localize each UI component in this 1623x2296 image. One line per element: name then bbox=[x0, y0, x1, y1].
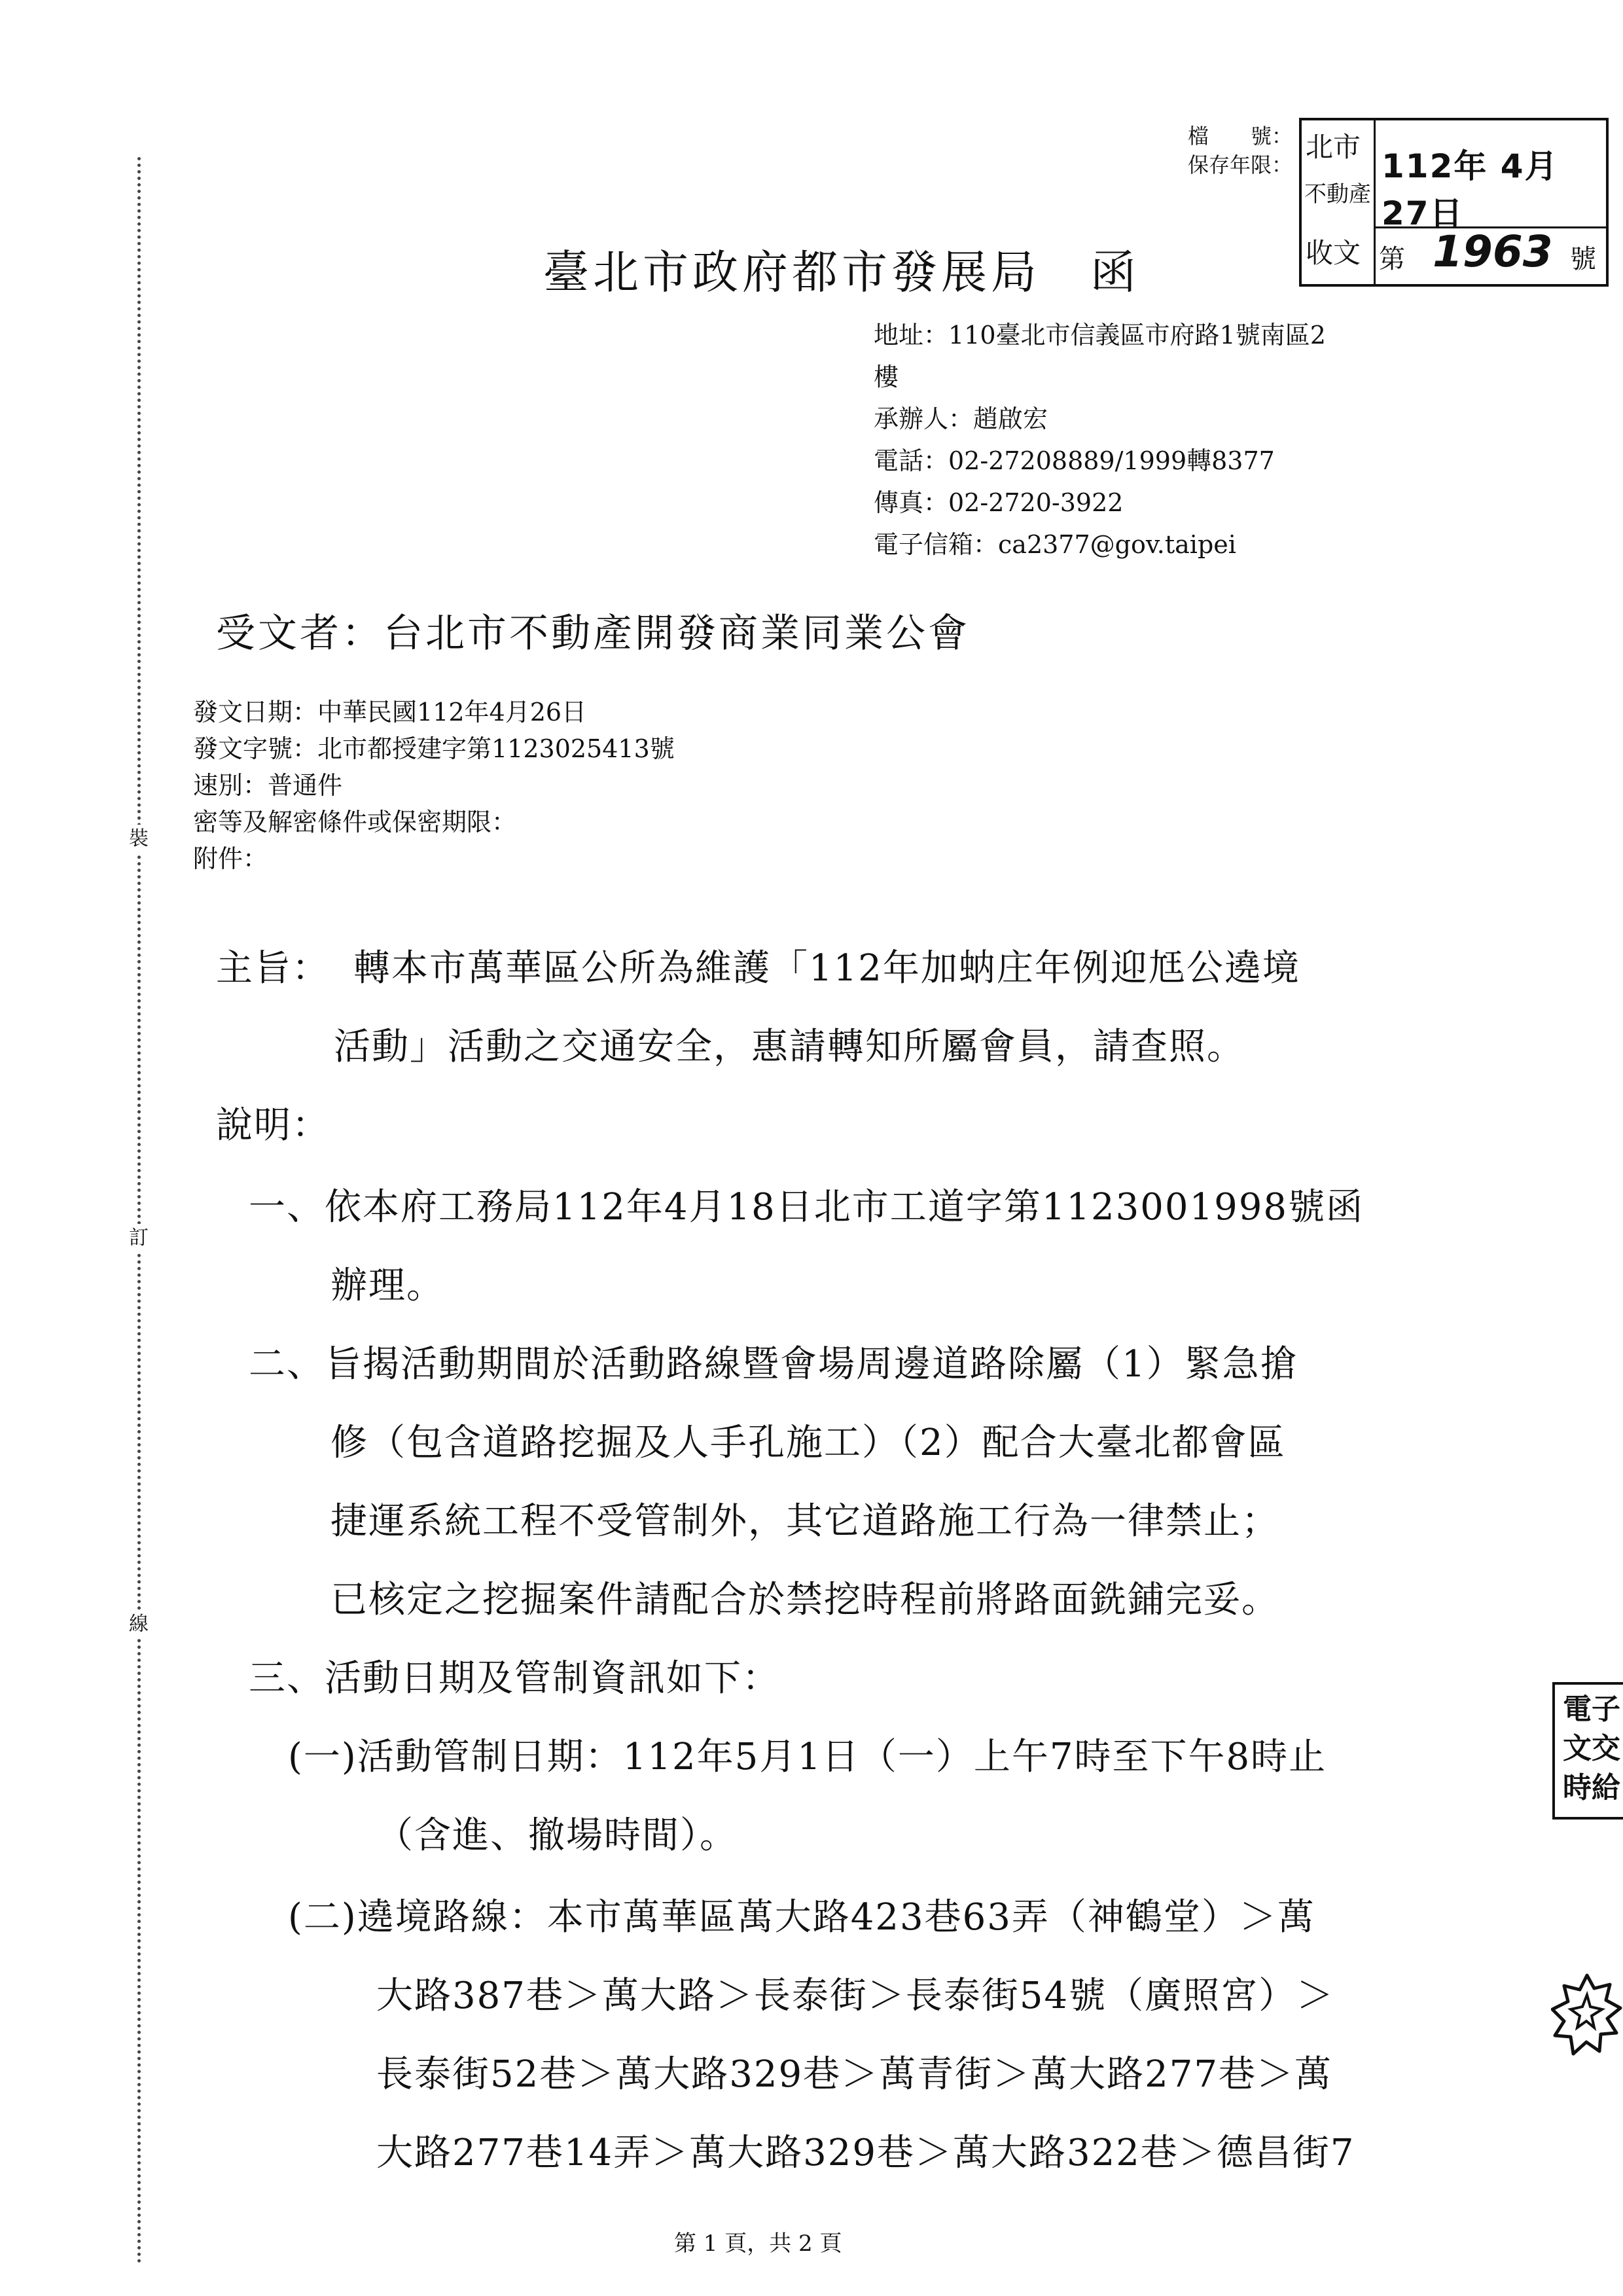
binding-char-ding: 訂 bbox=[124, 1224, 153, 1253]
attachment: 附件： bbox=[193, 844, 268, 873]
contact-address-1: 地址：110臺北市信義區市府路1號南區2 bbox=[874, 321, 1326, 350]
item-1-line-2: 辦理。 bbox=[330, 1265, 444, 1307]
stamp-no-value: 1963 bbox=[1433, 226, 1553, 277]
item-3-line-1: 三、活動日期及管制資訊如下： bbox=[249, 1657, 780, 1700]
stamp-no-suffix: 號 bbox=[1570, 244, 1596, 274]
file-info bbox=[1165, 122, 1293, 179]
secrecy-level: 密等及解密條件或保密期限： bbox=[193, 808, 517, 836]
document-meta bbox=[193, 694, 675, 877]
item-1-line-1: 一、依本府工務局112年4月18日北市工道字第1123001998號函 bbox=[249, 1186, 1364, 1229]
item-2-line-4: 已核定之挖掘案件請配合於禁挖時程前將路面銑鋪完妥。 bbox=[330, 1579, 1279, 1621]
speed-class: 速別：普通件 bbox=[193, 771, 343, 800]
side-stamp-line-3: 時給 bbox=[1563, 1771, 1620, 1804]
item-3-sub-2-line-3: 長泰街52巷＞萬大路329巷＞萬青街＞萬大路277巷＞萬 bbox=[376, 2053, 1333, 2096]
side-stamp-line-2: 文交 bbox=[1563, 1732, 1620, 1765]
contact-email: 電子信箱：ca2377@gov.taipei bbox=[874, 530, 1236, 559]
contact-fax: 傳真：02-2720-3922 bbox=[874, 488, 1124, 517]
file-no-label: 檔 號： bbox=[1187, 124, 1293, 149]
binding-char-xian: 線 bbox=[124, 1610, 153, 1639]
item-3-sub-2-line-4: 大路277巷14弄＞萬大路329巷＞萬大路322巷＞德昌街7 bbox=[376, 2132, 1355, 2174]
item-3-sub-2-line-1: (二)遶境路線：本市萬華區萬大路423巷63弄（神鶴堂）＞萬 bbox=[288, 1896, 1315, 1939]
receipt-stamp bbox=[1299, 118, 1609, 287]
electronic-exchange-stamp bbox=[1552, 1682, 1623, 1820]
retention-label: 保存年限： bbox=[1187, 152, 1293, 177]
item-2-line-1: 二、旨揭活動期間於活動路線暨會場周邊道路除屬（1）緊急搶 bbox=[249, 1343, 1298, 1386]
item-2-line-3: 捷運系統工程不受管制外，其它道路施工行為一律禁止； bbox=[330, 1500, 1279, 1543]
item-3-sub-2-line-2: 大路387巷＞萬大路＞長泰街＞長泰街54號（廣照宮）＞ bbox=[376, 1975, 1335, 2017]
seal-icon bbox=[1551, 1970, 1623, 2075]
issue-date: 發文日期：中華民國112年4月26日 bbox=[193, 698, 587, 726]
stamp-org-line3: 收文 bbox=[1306, 237, 1361, 269]
contact-address-2: 樓 bbox=[874, 363, 899, 391]
stamp-org-line1: 北市 bbox=[1306, 131, 1361, 163]
side-stamp-line-1: 電子 bbox=[1563, 1693, 1620, 1726]
binding-margin-line bbox=[137, 157, 141, 2265]
item-3-sub-1-line-2: （含進、撤場時間）。 bbox=[376, 1814, 738, 1857]
contact-block bbox=[874, 314, 1326, 565]
contact-phone: 電話：02-27208889/1999轉8377 bbox=[874, 446, 1275, 475]
stamp-org-line2: 不動產 bbox=[1304, 181, 1371, 207]
document-title: 臺北市政府都市發展局 函 bbox=[543, 245, 1140, 299]
document-number: 發文字號：北市都授建字第1123025413號 bbox=[193, 734, 675, 763]
subject-label: 主旨： bbox=[216, 947, 330, 990]
subject-line-1: 轉本市萬華區公所為維護「112年加蚋庄年例迎尪公遶境 bbox=[353, 947, 1300, 990]
item-3-sub-1-line-1: (一)活動管制日期：112年5月1日（一）上午7時至下午8時止 bbox=[288, 1736, 1327, 1778]
subject-line-2: 活動」活動之交通安全，惠請轉知所屬會員，請查照。 bbox=[334, 1026, 1245, 1068]
page-footer: 第 1 頁，共 2 頁 bbox=[674, 2231, 842, 2257]
stamp-no-prefix: 第 bbox=[1379, 244, 1405, 274]
binding-char-zhuang: 裝 bbox=[124, 825, 153, 853]
contact-handler: 承辦人：趙啟宏 bbox=[874, 404, 1048, 433]
explanation-label: 說明： bbox=[216, 1104, 330, 1147]
stamp-date: 112年 4月27日 bbox=[1382, 147, 1559, 232]
recipient: 受文者：台北市不動產開發商業同業公會 bbox=[216, 611, 970, 656]
item-2-line-2: 修（包含道路挖掘及人手孔施工）（2）配合大臺北都會區 bbox=[330, 1422, 1286, 1464]
